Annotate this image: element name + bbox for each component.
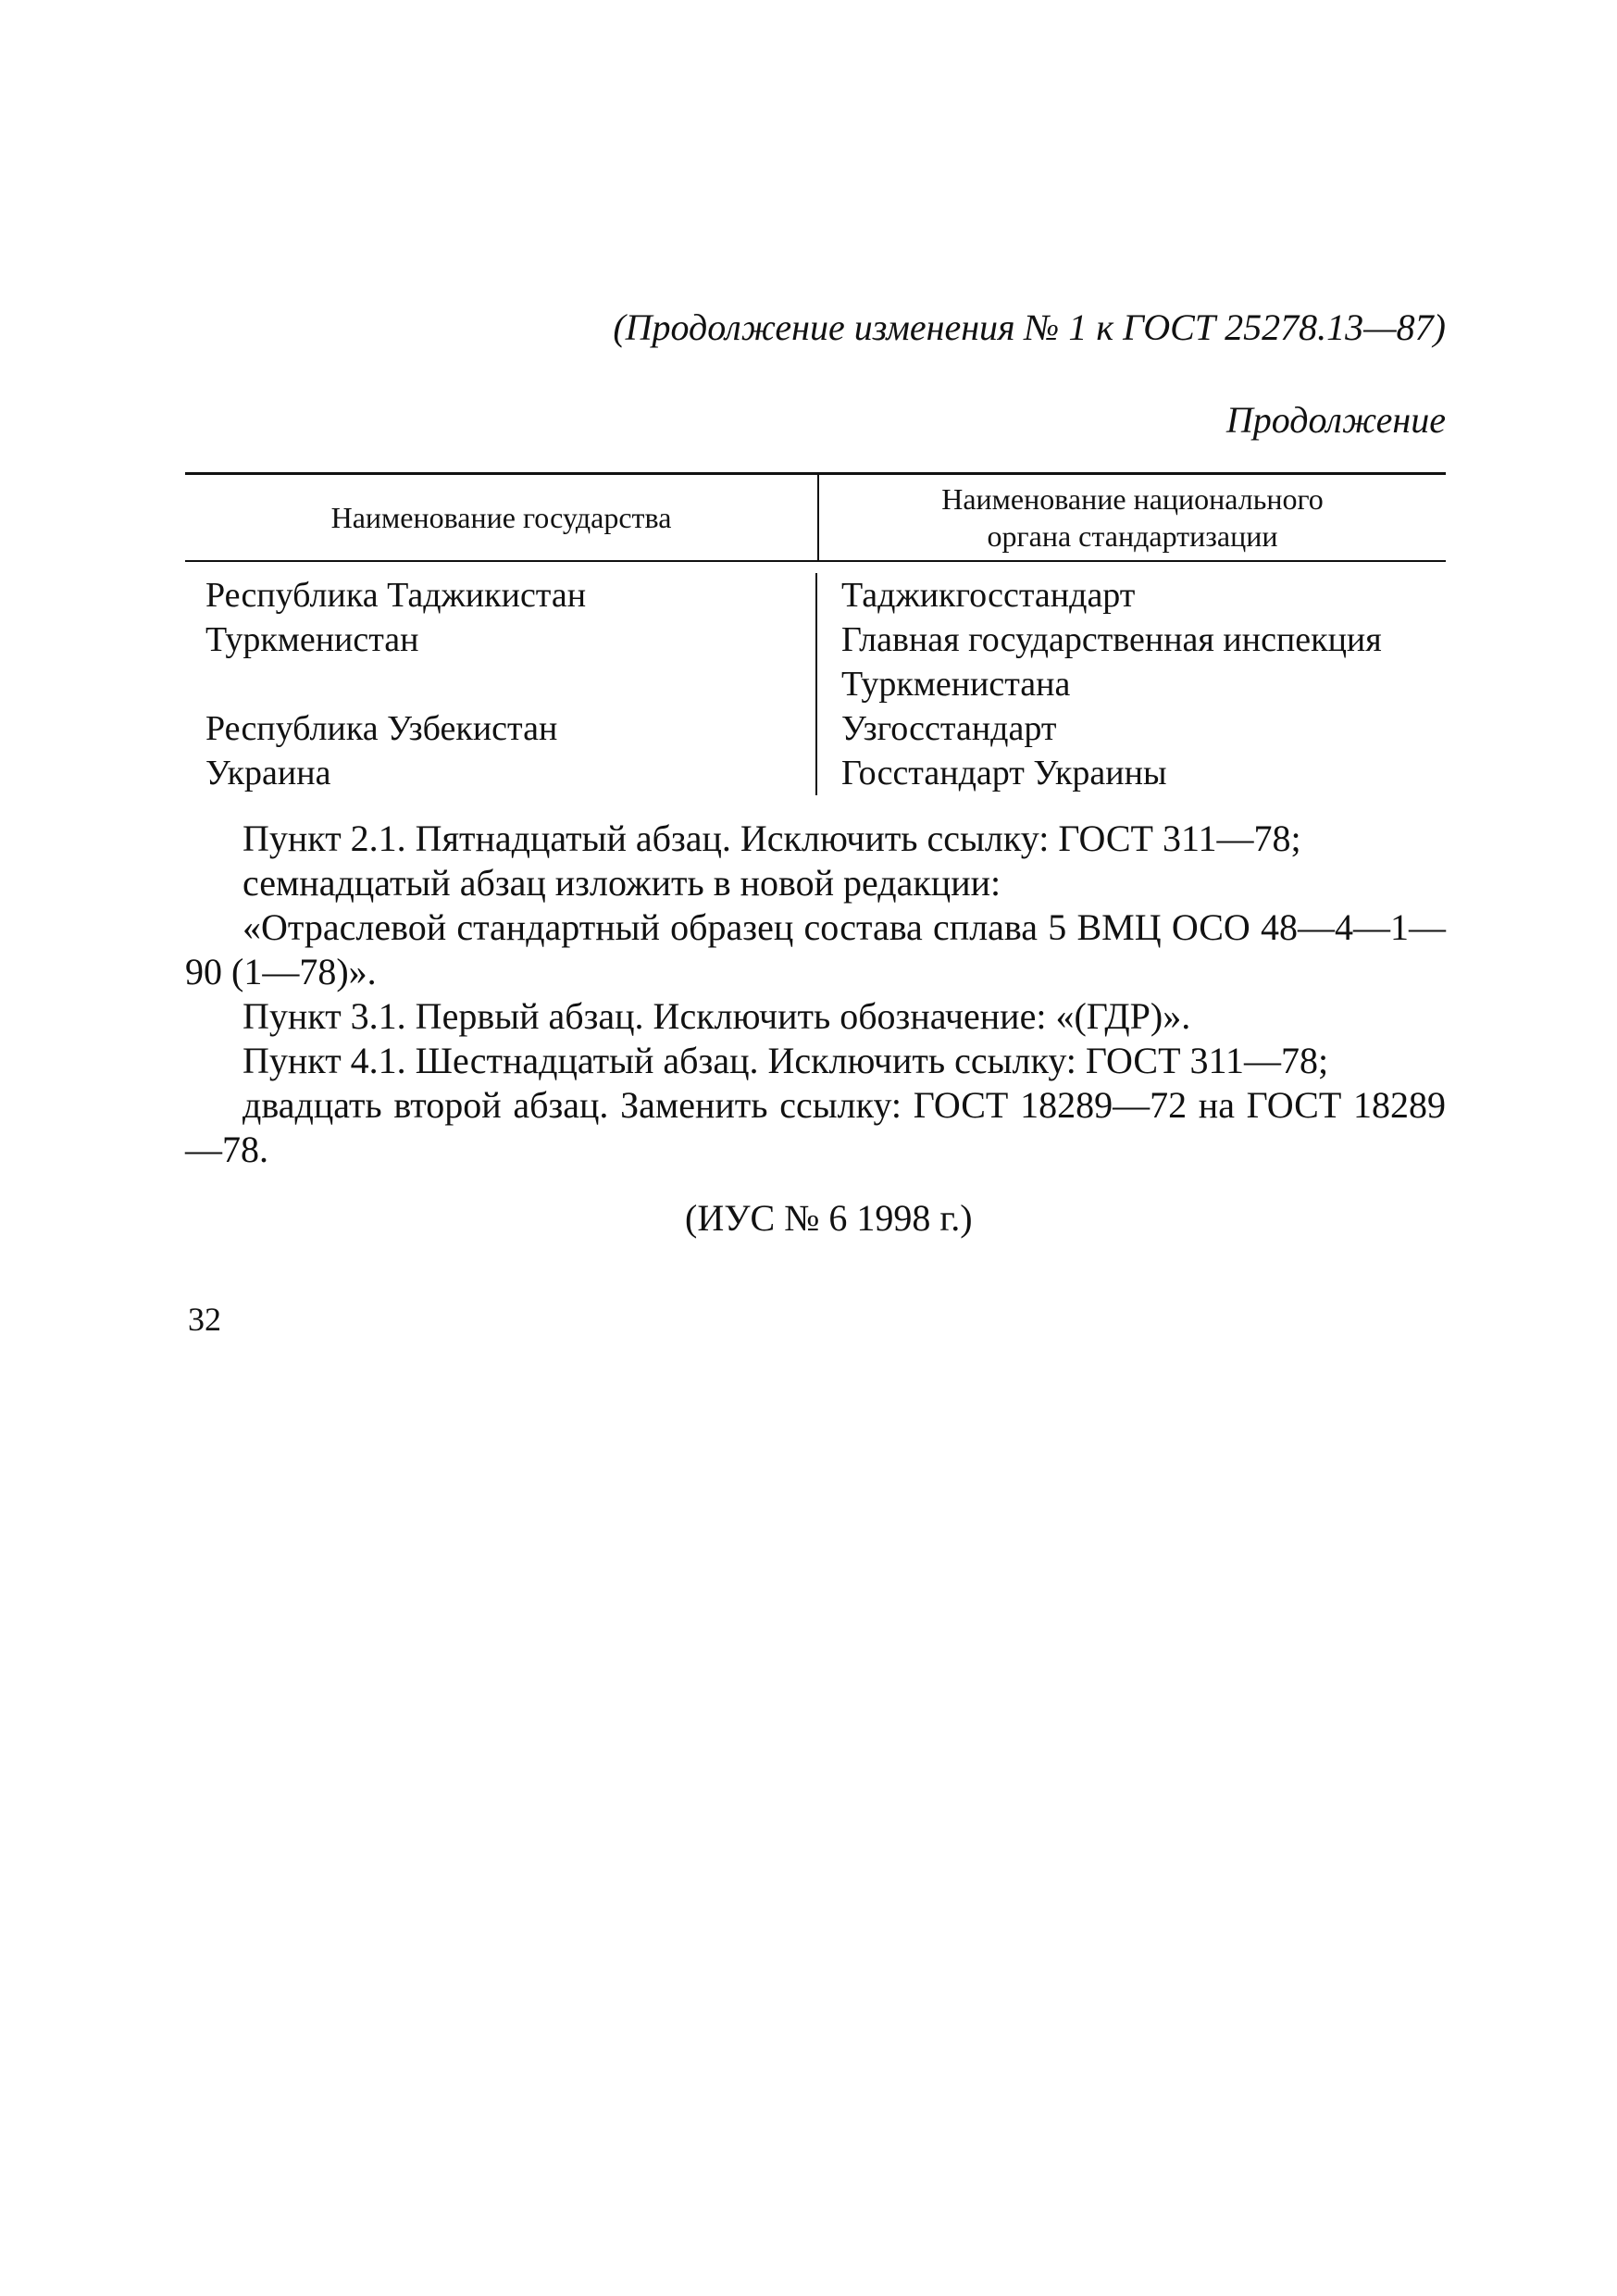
publication-reference: (ИУС № 6 1998 г.): [685, 1197, 973, 1239]
table-cell-body: Таджикгосстандарт: [841, 576, 1136, 615]
table-cell-state: Республика Таджикистан: [205, 576, 587, 615]
page-number: 32: [188, 1301, 221, 1338]
table-cell-body: Главная государственная инспекция: [841, 620, 1382, 659]
amendment-body: [185, 817, 1446, 1172]
header-national-body: [819, 475, 1446, 560]
paragraph: семнадцатый абзац изложить в новой редакции:: [243, 862, 1001, 904]
continuation-label: Продолжение: [1225, 399, 1446, 441]
table-cell-state: Украина: [205, 754, 331, 792]
table-cell-state: Республика Узбекистан: [205, 709, 558, 748]
paragraph: двадцать второй абзац. Заменить ссылку: ГОСТ 18289—72 на ГОСТ 18289—78.: [185, 1084, 1446, 1170]
national-body-column: [817, 573, 1446, 795]
paragraph: Пункт 4.1. Шестнадцатый абзац. Исключить ссылку: ГОСТ 311—78;: [243, 1040, 1329, 1081]
header-state: Наименование государства: [185, 475, 819, 560]
table-cell-body-continuation: Туркменистана: [841, 665, 1071, 704]
table-header-row: [185, 475, 1446, 560]
state-column: [185, 573, 817, 795]
amendment-header: (Продолжение изменения № 1 к ГОСТ 25278.13—87): [613, 306, 1446, 348]
standards-bodies-table: [185, 472, 1446, 795]
table-cell-body: Узгосстандарт: [841, 709, 1057, 748]
header-national-body-line2: органа стандартизации: [987, 519, 1278, 553]
table-cell-body: Госстандарт Украины: [841, 754, 1167, 792]
header-national-body-line1: Наименование национального: [941, 482, 1324, 516]
table-cell-state: Туркменистан: [205, 620, 419, 659]
paragraph: Пункт 3.1. Первый абзац. Исключить обозначение: «(ГДР)».: [243, 995, 1191, 1037]
paragraph: «Отраслевой стандартный образец состава сплава 5 ВМЦ ОСО 48—4—1—90 (1—78)».: [185, 906, 1446, 992]
table-body: [185, 562, 1446, 795]
paragraph: Пункт 2.1. Пятнадцатый абзац. Исключить ссылку: ГОСТ 311—78;: [243, 817, 1301, 859]
